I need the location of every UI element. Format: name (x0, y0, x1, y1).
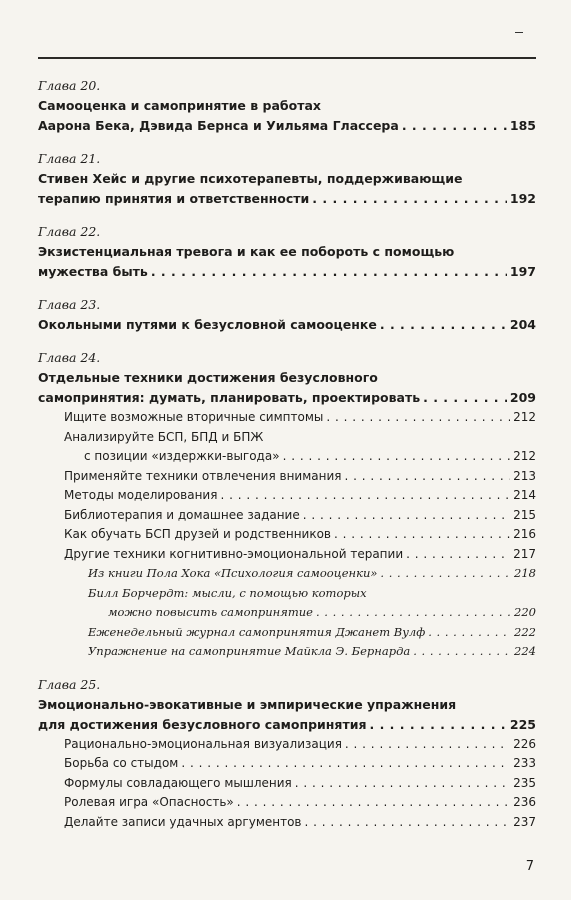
page-ref: 235 (513, 775, 536, 790)
subsection-title-continuation: можно повысить самопринятие (108, 605, 313, 619)
page-ref: 218 (514, 566, 536, 580)
chapter-24 (38, 348, 536, 662)
page-ref: 217 (513, 546, 536, 561)
dot-leader (316, 603, 511, 623)
header-rule (38, 57, 536, 59)
dot-leader (237, 793, 510, 813)
subsection-title: Упражнение на самопринятие Майкла Э. Бернарда (88, 644, 411, 658)
section-title: Как обучать БСП друзей и родственников (64, 527, 332, 541)
dot-leader (283, 447, 511, 467)
page-ref: 237 (513, 814, 536, 829)
section-entry (38, 545, 536, 565)
page-ref: 225 (509, 716, 536, 732)
chapter-label: Глава 23. (38, 297, 101, 312)
section-entry (38, 735, 536, 755)
subsection-title: Билл Борчердт: мысли, с помощью которых (88, 585, 367, 600)
chapter-20 (38, 76, 536, 136)
dot-leader (423, 388, 507, 408)
chapter-25 (38, 675, 536, 833)
dot-leader (220, 486, 510, 506)
chapter-22 (38, 222, 536, 282)
section-entry (38, 467, 536, 487)
dot-leader (312, 189, 507, 209)
chapter-label: Глава 21. (38, 151, 101, 166)
section-entry (38, 813, 536, 833)
table-of-contents (38, 76, 536, 845)
dot-leader (428, 623, 511, 643)
chapter-title-line (38, 388, 536, 408)
section-title: Методы моделирования (64, 488, 218, 502)
page-ref: 233 (513, 756, 536, 770)
chapter-label: Глава 22. (38, 224, 101, 239)
section-title: Делайте записи удачных аргументов (64, 814, 302, 829)
dot-leader (345, 735, 510, 755)
chapter-21 (38, 149, 536, 209)
chapter-label: Глава 24. (38, 350, 101, 365)
section-title: Формулы совладающего мышления (64, 775, 292, 790)
section-entry (38, 506, 536, 526)
section-entry (38, 754, 536, 774)
dot-leader (305, 813, 511, 833)
page-number: 7 (525, 859, 534, 874)
page-ref: 192 (509, 191, 536, 206)
dot-leader (413, 642, 511, 662)
page-ref: 214 (513, 488, 536, 502)
subsection-entry (38, 603, 536, 623)
chapter-title-line (38, 262, 536, 282)
chapter-title-line: Эмоционально-эвокативные и эмпирические упражнения (38, 696, 457, 712)
chapter-title-text: Аарона Бека, Дэвида Бернса и Уильяма Глассера (38, 118, 399, 133)
chapter-title-line: Самооценка и самопринятие в работах (38, 98, 321, 113)
page-ref: 209 (509, 390, 536, 405)
dot-leader (181, 754, 510, 774)
chapter-title-line (38, 315, 536, 335)
dot-leader (380, 564, 511, 584)
page-ref: 236 (513, 795, 536, 809)
page-ref: 220 (514, 605, 536, 619)
section-entry (38, 793, 536, 813)
chapter-23 (38, 295, 536, 335)
section-title: Рационально-эмоциональная визуализация (64, 736, 342, 751)
chapter-title-text: мужества быть (38, 264, 148, 279)
page-ref: 204 (509, 317, 536, 332)
page-mark (515, 32, 523, 33)
subsection-title: Из книги Пола Хока «Психология самооценки» (88, 566, 378, 580)
chapter-title-line: Экзистенциальная тревога и как ее побороть с помощью (38, 244, 455, 259)
dot-leader (295, 774, 510, 794)
chapter-title-line (38, 189, 536, 209)
chapter-title-text: Окольными путями к безусловной самооценке (38, 317, 377, 332)
dot-leader (345, 467, 511, 487)
page-ref: 226 (513, 736, 536, 751)
section-entry (38, 408, 536, 428)
chapter-title-line: Отдельные техники достижения безусловного (38, 370, 378, 385)
section-title: Другие техники когнитивно-эмоциональной терапии (64, 546, 404, 561)
section-entry (38, 774, 536, 794)
section-title: Анализируйте БСП, БПД и БПЖ (64, 429, 264, 444)
section-title-continuation: с позиции «издержки-выгода» (84, 449, 280, 463)
section-title: Библиотерапия и домашнее задание (64, 507, 300, 522)
page-ref: 216 (513, 527, 536, 541)
dot-leader (334, 525, 510, 545)
chapter-title-text: терапию принятия и ответственности (38, 191, 310, 206)
subsection-title: Еженедельный журнал самопринятия Джанет Вулф (88, 624, 426, 639)
dot-leader (303, 506, 510, 526)
section-title: Ищите возможные вторичные симптомы (64, 410, 324, 424)
dot-leader (151, 262, 507, 282)
chapter-title-line (38, 116, 536, 136)
page-ref: 222 (514, 624, 536, 639)
dot-leader (369, 715, 506, 735)
section-title: Ролевая игра «Опасность» (64, 795, 234, 809)
page-ref: 215 (513, 507, 536, 522)
dot-leader (326, 408, 510, 428)
chapter-label: Глава 25. (38, 676, 101, 692)
page-ref: 213 (513, 468, 536, 483)
section-entry (38, 525, 536, 545)
page-ref: 212 (513, 410, 536, 424)
subsection-entry (38, 564, 536, 584)
chapter-title-text: для достижения безусловного самопринятия (38, 716, 367, 732)
chapter-title-line (38, 715, 536, 735)
page-ref: 212 (513, 449, 536, 463)
chapter-label: Глава 20. (38, 78, 101, 93)
section-title: Борьба со стыдом (64, 756, 179, 770)
subsection-entry (38, 623, 536, 643)
section-entry (38, 447, 536, 467)
dot-leader (406, 545, 510, 565)
page-ref: 185 (509, 118, 536, 133)
chapter-title-text: самопринятия: думать, планировать, проектировать (38, 390, 421, 405)
dot-leader (380, 315, 507, 335)
section-title: Применяйте техники отвлечения внимания (64, 468, 342, 483)
chapter-title-line: Стивен Хейс и другие психотерапевты, поддерживающие (38, 171, 463, 186)
subsection-entry (38, 642, 536, 662)
dot-leader (402, 116, 507, 136)
page-ref: 197 (509, 264, 536, 279)
page-ref: 224 (514, 644, 536, 658)
section-entry (38, 486, 536, 506)
